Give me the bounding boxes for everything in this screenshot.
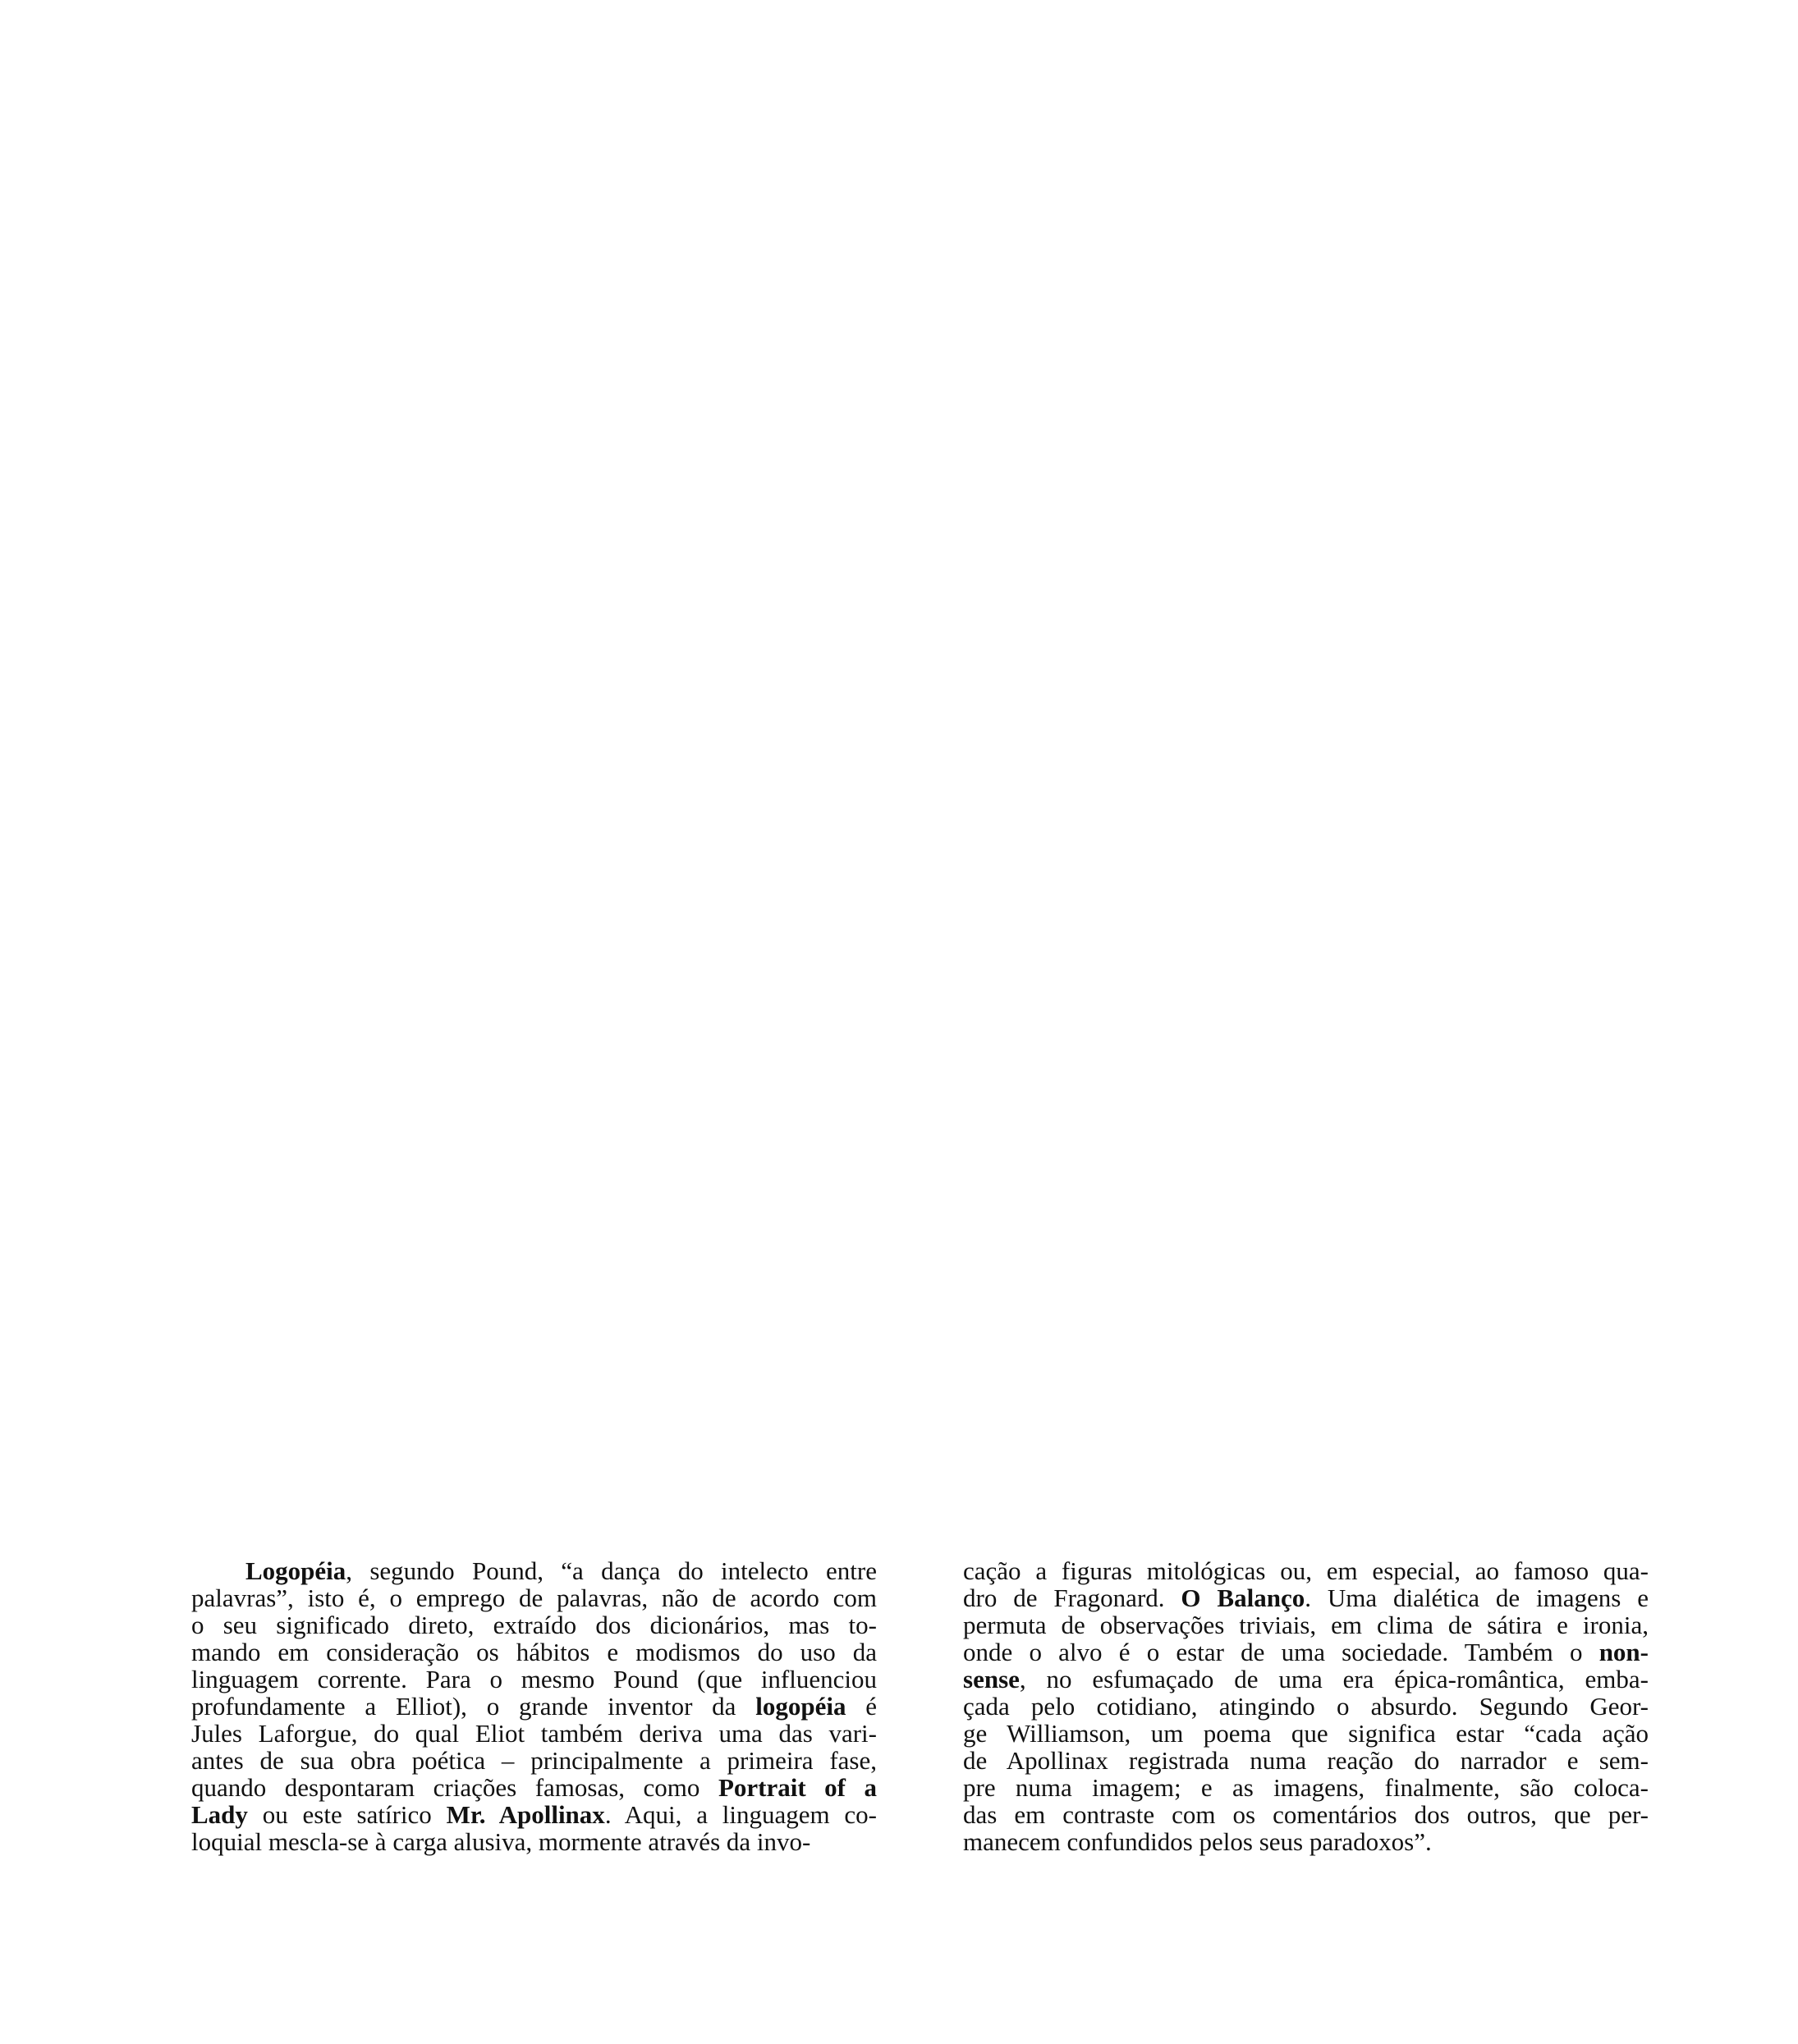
- text-line: [963, 1801, 1649, 1828]
- text-line: [191, 1666, 877, 1693]
- text-line: [191, 1801, 877, 1828]
- text-span: cação a figuras mitológicas ou, em especial, ao famoso qua-: [963, 1556, 1649, 1585]
- text-line: [963, 1666, 1649, 1693]
- text-span: manecem confundidos pelos seus paradoxos”.: [963, 1827, 1432, 1856]
- text-line: [191, 1747, 877, 1774]
- text-line: [191, 1828, 877, 1855]
- text-line: [191, 1584, 877, 1611]
- text-line: [191, 1720, 877, 1747]
- text-span: , segundo Pound, “a dança do intelecto entre: [346, 1556, 877, 1585]
- text-span: linguagem corrente. Para o mesmo Pound (que influenciou: [191, 1665, 877, 1693]
- left-text-column: [191, 1557, 877, 1855]
- text-line: [963, 1693, 1649, 1720]
- text-line: [963, 1828, 1649, 1855]
- text-span: loquial mescla-se à carga alusiva, mormente através da invo-: [191, 1827, 811, 1856]
- text-span: ge Williamson, um poema que significa estar “cada ação: [963, 1719, 1649, 1748]
- bold-text-span: Mr. Apollinax: [446, 1800, 605, 1829]
- bold-text-span: logopéia: [755, 1692, 846, 1721]
- text-line: [963, 1747, 1649, 1774]
- text-line: [963, 1611, 1649, 1638]
- text-line: [963, 1638, 1649, 1666]
- bold-text-span: O Balanço: [1181, 1583, 1305, 1612]
- text-span: ou este satírico: [247, 1800, 447, 1829]
- text-line: [963, 1584, 1649, 1611]
- bold-text-span: Lady: [191, 1800, 248, 1829]
- bold-text-span: non-: [1598, 1638, 1649, 1666]
- text-line: [191, 1611, 877, 1638]
- text-line: [191, 1693, 877, 1720]
- bold-text-span: Portrait of a: [718, 1773, 877, 1802]
- text-span: mando em consideração os hábitos e modismos do uso da: [191, 1638, 877, 1666]
- text-span: quando despontaram criações famosas, como: [191, 1773, 718, 1802]
- text-line: [191, 1774, 877, 1801]
- text-span: çada pelo cotidiano, atingindo o absurdo. Segundo Geor-: [963, 1692, 1649, 1721]
- text-line: [191, 1638, 877, 1666]
- text-span: permuta de observações triviais, em clima de sátira e ironia,: [963, 1611, 1649, 1639]
- text-span: dro de Fragonard.: [963, 1583, 1181, 1612]
- text-span: profundamente a Elliot), o grande inventor da: [191, 1692, 756, 1721]
- text-span: onde o alvo é o estar de uma sociedade. Também o: [963, 1638, 1599, 1666]
- text-span: das em contraste com os comentários dos outros, que per-: [963, 1800, 1649, 1829]
- text-line: [191, 1557, 877, 1584]
- text-span: de Apollinax registrada numa reação do narrador e sem-: [963, 1746, 1649, 1775]
- bold-text-span: Logopéia: [245, 1556, 346, 1585]
- text-span: é: [846, 1692, 878, 1721]
- text-line: [963, 1774, 1649, 1801]
- text-span: palavras”, isto é, o emprego de palavras, não de acordo com: [191, 1583, 877, 1612]
- text-span: . Uma dialética de imagens e: [1305, 1583, 1649, 1612]
- text-span: o seu significado direto, extraído dos dicionários, mas to-: [191, 1611, 877, 1639]
- bold-text-span: sense: [963, 1665, 1020, 1693]
- text-line: [963, 1557, 1649, 1584]
- text-span: . Aqui, a linguagem co-: [604, 1800, 878, 1829]
- text-line: [963, 1720, 1649, 1747]
- text-span: pre numa imagem; e as imagens, finalmente, são coloca-: [963, 1773, 1649, 1802]
- right-text-column: [963, 1557, 1649, 1855]
- text-span: Jules Laforgue, do qual Eliot também deriva uma das vari-: [191, 1719, 877, 1748]
- text-span: , no esfumaçado de uma era épica-romântica, emba-: [1019, 1665, 1649, 1693]
- text-span: antes de sua obra poética – principalmente a primeira fase,: [191, 1746, 877, 1775]
